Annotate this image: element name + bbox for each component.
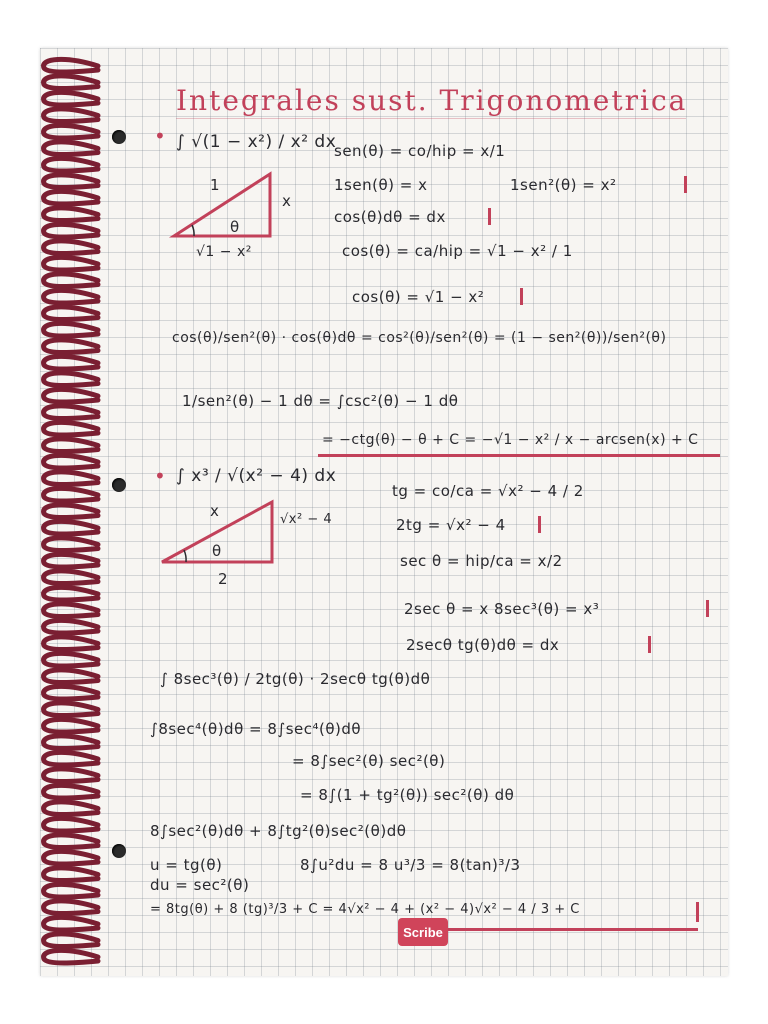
triangle-1-hyp: 1 <box>210 176 221 194</box>
bullet-problem-2: • <box>154 464 166 488</box>
spiral-coil <box>44 373 98 386</box>
problem-1-integral: ∫ √(1 − x²) / x² dx <box>176 132 337 152</box>
p2-line-11: u = tg(θ) <box>150 856 223 874</box>
spiral-coil <box>44 208 98 221</box>
spiral-coil <box>44 224 98 237</box>
spiral-coil <box>44 158 98 171</box>
spiral-coil <box>44 59 98 72</box>
spiral-coil <box>44 703 98 716</box>
spiral-coil <box>44 554 98 567</box>
spiral-coil <box>44 406 98 419</box>
spiral-coil <box>44 802 98 815</box>
spiral-coil <box>44 455 98 468</box>
p2-line-14: = 8tg(θ) + 8 (tg)³/3 + C = 4√x² − 4 + (x² − 4)√x² − 4 / 3 + C <box>150 902 580 917</box>
spiral-coil <box>44 934 98 947</box>
spiral-coil <box>44 307 98 320</box>
spiral-coil <box>44 851 98 864</box>
p1-line-7: cos(θ)/sen²(θ) · cos(θ)dθ = cos²(θ)/sen²(θ) = (1 − sen²(θ))/sen²(θ) <box>172 330 667 346</box>
spiral-coil <box>44 901 98 914</box>
spiral-coil <box>44 769 98 782</box>
spiral-binding <box>36 48 106 978</box>
spiral-coil <box>44 835 98 848</box>
p2-line-10: 8∫sec²(θ)dθ + 8∫tg²(θ)sec²(θ)dθ <box>150 822 407 840</box>
p1-line-4: cos(θ)dθ = dx <box>334 208 446 226</box>
p2-line-8: = 8∫sec²(θ) sec²(θ) <box>292 752 446 770</box>
spiral-coil <box>44 604 98 617</box>
spiral-coil <box>44 587 98 600</box>
spiral-coil <box>44 505 98 518</box>
answer-underline-2 <box>440 928 698 931</box>
spiral-coil <box>44 257 98 270</box>
spiral-coil <box>44 521 98 534</box>
spiral-coil <box>44 142 98 155</box>
spiral-coil <box>44 439 98 452</box>
spiral-coil <box>44 109 98 122</box>
spiral-coil <box>44 76 98 89</box>
triangle-2-opp: √x² − 4 <box>280 512 333 527</box>
p1-line-3: 1sen²(θ) = x² <box>510 176 617 194</box>
spiral-coil <box>44 290 98 303</box>
spiral-coil <box>44 241 98 254</box>
p2-line-13: 8∫u²du = 8 u³/3 = 8(tan)³/3 <box>300 856 521 874</box>
spiral-coil <box>44 637 98 650</box>
triangle-1-angle: θ <box>230 218 240 236</box>
spiral-coil <box>44 620 98 633</box>
spiral-coil <box>44 538 98 551</box>
triangle-2-hyp: x <box>210 502 220 520</box>
p2-line-7: ∫8sec⁴(θ)dθ = 8∫sec⁴(θ)dθ <box>150 720 362 738</box>
p1-line-6: cos(θ) = √1 − x² <box>352 288 485 306</box>
p2-line-2: 2tg = √x² − 4 <box>396 516 506 534</box>
binder-hole <box>112 844 126 858</box>
p1-line-5: cos(θ) = ca/hip = √1 − x² / 1 <box>342 242 573 260</box>
binder-hole <box>112 130 126 144</box>
spiral-coil <box>44 175 98 188</box>
spiral-coil <box>44 917 98 930</box>
scribd-logo: Scribe <box>398 918 448 946</box>
triangle-2-angle: θ <box>212 542 222 560</box>
spiral-coil <box>44 323 98 336</box>
answer-underline <box>318 454 720 457</box>
spiral-coil <box>44 868 98 881</box>
triangle-diagram-2 <box>160 498 280 573</box>
spiral-coil <box>44 719 98 732</box>
problem-2-integral: ∫ x³ / √(x² − 4) dx <box>176 466 337 486</box>
spiral-coil <box>44 752 98 765</box>
spiral-coil <box>44 653 98 666</box>
triangle-diagram-1 <box>172 170 292 250</box>
p2-line-9: = 8∫(1 + tg²(θ)) sec²(θ) dθ <box>300 786 515 804</box>
spiral-coil <box>44 488 98 501</box>
p2-line-6: ∫ 8sec³(θ) / 2tg(θ) · 2secθ tg(θ)dθ <box>160 670 431 688</box>
spiral-coil <box>44 686 98 699</box>
p2-line-12: du = sec²(θ) <box>150 876 250 894</box>
bullet-problem-1: • <box>154 124 166 148</box>
binder-hole <box>112 478 126 492</box>
spiral-coil <box>44 274 98 287</box>
p2-line-4: 2sec θ = x 8sec³(θ) = x³ <box>404 600 600 618</box>
p1-line-9: = −ctg(θ) − θ + C = −√1 − x² / x − arcsen(x) + C <box>322 432 699 448</box>
p2-line-1: tg = co/ca = √x² − 4 / 2 <box>392 482 584 500</box>
spiral-coil <box>44 389 98 402</box>
triangle-1-opp: x <box>282 192 292 210</box>
spiral-coil <box>44 785 98 798</box>
p1-line-8: 1/sen²(θ) − 1 dθ = ∫csc²(θ) − 1 dθ <box>182 392 459 410</box>
spiral-coil <box>44 818 98 831</box>
spiral-coil <box>44 356 98 369</box>
spiral-coil <box>44 884 98 897</box>
spiral-coil <box>44 670 98 683</box>
p2-line-3: sec θ = hip/ca = x/2 <box>400 552 563 570</box>
triangle-1-adj: √1 − x² <box>196 244 252 260</box>
p1-line-1: sen(θ) = co/hip = x/1 <box>334 142 506 160</box>
spiral-coil <box>44 92 98 105</box>
spiral-coil <box>44 191 98 204</box>
spiral-coil <box>44 422 98 435</box>
spiral-coil <box>44 472 98 485</box>
spiral-coil <box>44 340 98 353</box>
p2-line-5: 2secθ tg(θ)dθ = dx <box>406 636 560 654</box>
p1-line-2: 1sen(θ) = x <box>334 176 428 194</box>
spiral-coil <box>44 125 98 138</box>
spiral-coil <box>44 571 98 584</box>
triangle-2-adj: 2 <box>218 570 229 588</box>
spiral-coil <box>44 950 98 963</box>
page-title: Integrales sust. Trigonometrica <box>176 84 688 117</box>
spiral-coil <box>44 736 98 749</box>
